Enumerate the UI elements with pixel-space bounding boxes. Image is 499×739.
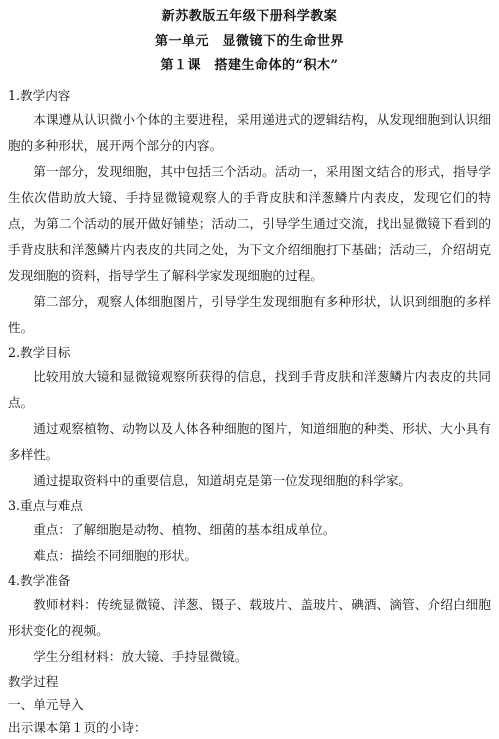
paragraph: 比较用放大镜和显微镜观察所获得的信息，找到手背皮肤和洋葱鳞片内表皮的共同点。 [8, 369, 491, 410]
section-teaching-content [6, 84, 493, 341]
unit-title: 第一单元 显微镜下的生命世界 [154, 34, 344, 49]
paragraph: 重点：了解细胞是动物、植物、细菌的基本组成单位。 [33, 522, 336, 537]
paragraph: 通过提取资料中的重要信息，知道胡克是第一位发现细胞的科学家。 [33, 473, 411, 488]
section-heading: 1.教学内容 [8, 88, 71, 103]
process-sub-heading: 一、单元导入 [8, 697, 84, 712]
section-heading: 3.重点与难点 [8, 498, 83, 513]
paragraph: 难点：描绘不同细胞的形状。 [33, 548, 197, 563]
section-teaching-goals [6, 341, 493, 494]
paragraph: 本课遵从认识微小个体的主要进程，采用递进式的逻辑结构，从发现细胞到认识细胞的多种形状，展开两个部分的内容。 [8, 112, 491, 153]
document-title: 新苏教版五年级下册科学教案 [161, 9, 338, 24]
section-heading: 2.教学目标 [8, 345, 71, 360]
paragraph: 第二部分，观察人体细胞图片，引导学生发现细胞有多种形状，认识到细胞的多样性。 [8, 294, 491, 335]
section-process [6, 670, 493, 739]
paragraph: 第一部分，发现细胞，其中包括三个活动。活动一，采用图文结合的形式，指导学生依次借助放大镜、手持显微镜观察人的手背皮肤和洋葱鳞片内表皮，发现它们的特点，为第二个活动的展开做好铺垫；活动二，引导学生通过交流，找出显微镜下看到的手背皮肤和洋葱鳞片内表皮的共同之处，为下文介绍细胞打下基础；活动三，介绍胡克发现细胞的资料，指导学生了解科学家发现细胞的过程。 [8, 164, 491, 283]
paragraph: 通过观察植物、动物以及人体各种细胞的图片，知道细胞的种类、形状、大小具有多样性。 [8, 421, 491, 462]
section-preparation [6, 569, 493, 670]
section-key-points [6, 494, 493, 569]
section-heading: 4.教学准备 [8, 573, 71, 588]
paragraph: 学生分组材料：放大镜、手持显微镜。 [33, 649, 248, 664]
paragraph: 教师材料：传统显微镜、洋葱、镊子、载玻片、盖玻片、碘酒、滴管、介绍白细胞形状变化的视频。 [8, 597, 491, 638]
process-heading: 教学过程 [8, 674, 59, 689]
process-intro-line: 出示课本第１页的小诗： [8, 720, 147, 735]
lesson-title: 第１课 搭建生命体的“积木” [160, 58, 339, 73]
